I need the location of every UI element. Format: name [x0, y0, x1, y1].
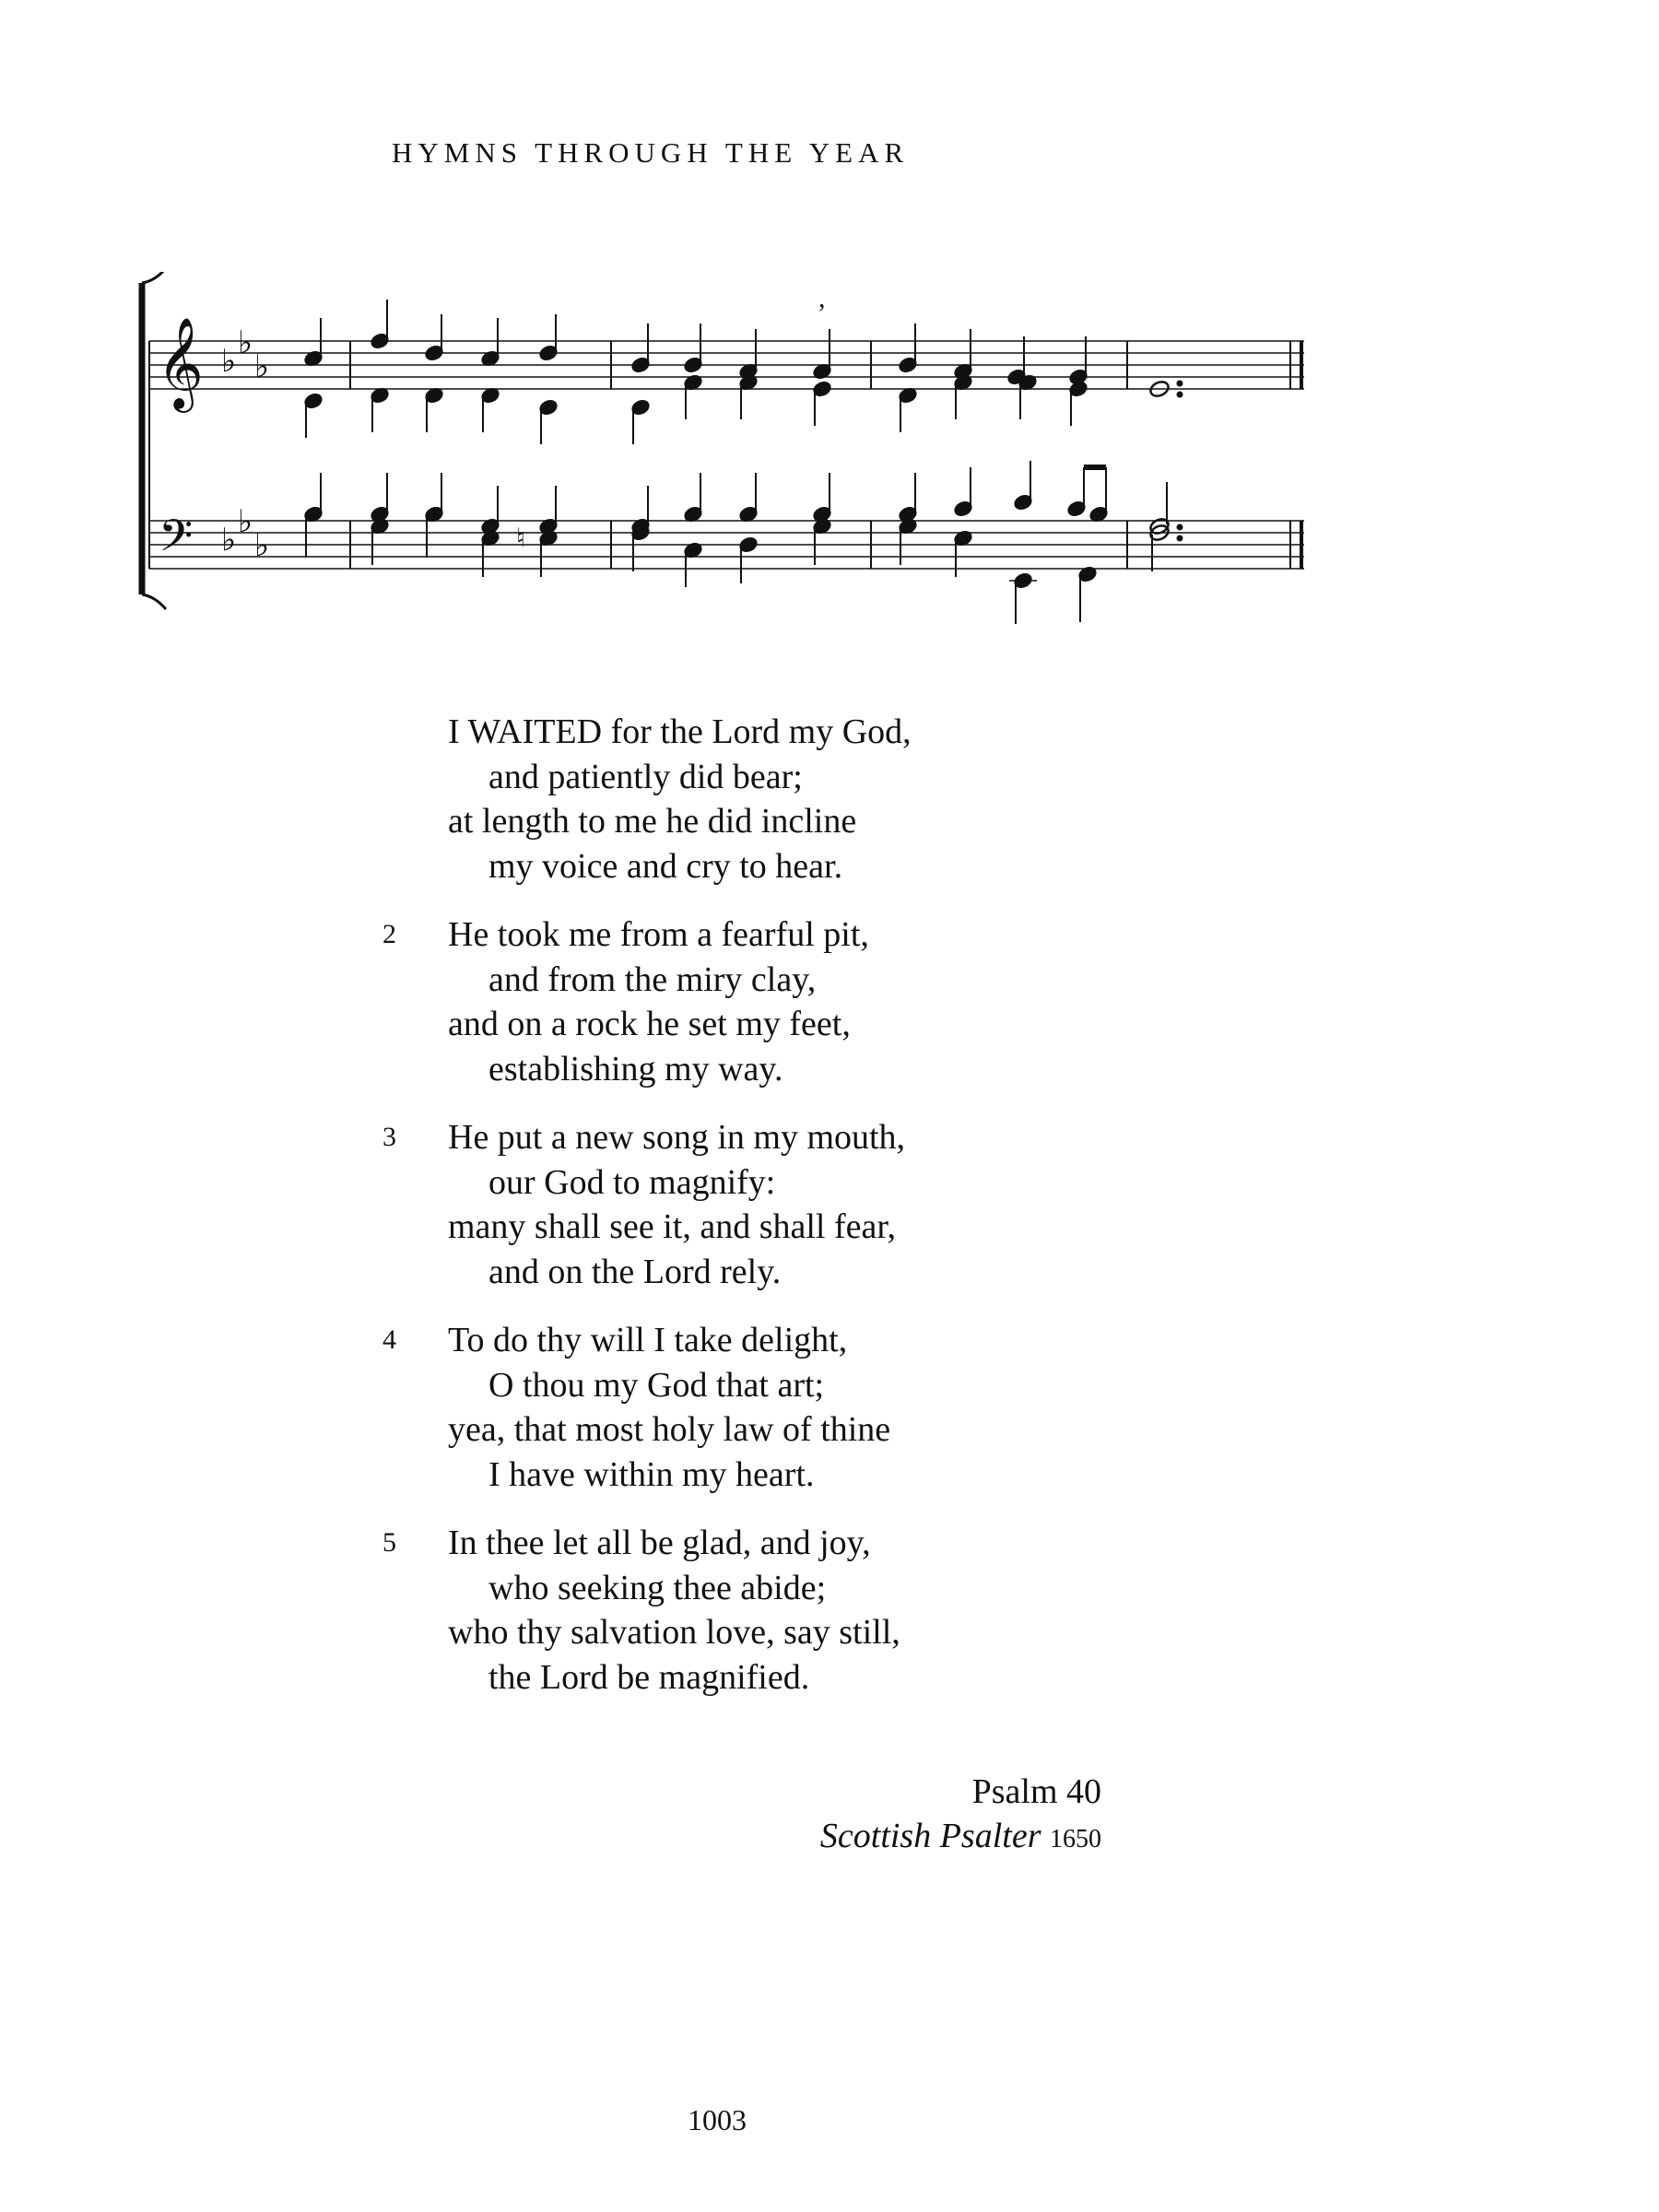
line-text: our God to magnify:	[488, 1162, 776, 1202]
stanza-line	[378, 755, 1207, 800]
stanza-line	[378, 1655, 1207, 1700]
key-signature-bass	[221, 503, 269, 564]
attribution-author: Scottish Psalter	[819, 1817, 1041, 1855]
line-text: and on a rock he set my feet,	[448, 1005, 851, 1043]
attribution-source: Psalm 40	[971, 1772, 1101, 1811]
stanza-line	[378, 1250, 1207, 1295]
stanza-number	[378, 1047, 448, 1092]
stanza-number: 5	[382, 1527, 396, 1558]
svg-text:♭: ♭	[238, 503, 253, 540]
line-text: He took me from a fearful pit,	[448, 915, 869, 954]
stanza-number	[378, 799, 448, 844]
stanza	[378, 1115, 1207, 1294]
stanza-number	[378, 1363, 448, 1408]
stanza-number: 2	[382, 919, 396, 949]
bass-clef: 𝄢	[159, 510, 194, 572]
breath-mark: ,	[818, 283, 826, 313]
stanza	[378, 1318, 1207, 1497]
stanza-line	[378, 1047, 1207, 1092]
stanza	[378, 1521, 1207, 1700]
line-text: and patiently did bear;	[488, 757, 803, 796]
stanza	[378, 912, 1207, 1091]
line-text: He put a new song in my mouth,	[448, 1118, 906, 1157]
stanza-line	[378, 1205, 1207, 1250]
svg-text:♭: ♭	[221, 522, 237, 559]
stanza-number	[378, 755, 448, 800]
stanza-number	[378, 1002, 448, 1047]
stanza-line	[378, 844, 1207, 889]
stanza-line	[378, 1521, 1207, 1566]
attribution-year: 1650	[1050, 1825, 1101, 1853]
line-text: who seeking thee abide;	[488, 1568, 827, 1607]
line-text: and from the miry clay,	[488, 959, 817, 999]
music-score	[129, 272, 1327, 641]
stanza-line	[378, 1115, 1207, 1160]
line-text: who thy salvation love, say still,	[448, 1613, 900, 1652]
stanza	[378, 710, 1207, 888]
bass-staff	[149, 521, 1304, 569]
line-text: I have within my heart.	[488, 1454, 815, 1494]
running-head: HYMNS THROUGH THE YEAR	[392, 136, 910, 169]
line-text: establishing my way.	[488, 1049, 783, 1088]
bass-notes	[303, 461, 1182, 624]
stanza-number	[378, 958, 448, 1003]
stanza-line	[378, 1407, 1207, 1453]
line-text: To do thy will I take delight,	[448, 1321, 848, 1359]
treble-notes	[303, 283, 1182, 444]
stanza-line	[378, 912, 1207, 958]
stanza-number	[378, 1250, 448, 1295]
stanza-number	[378, 1407, 448, 1453]
svg-text:♭: ♭	[238, 324, 253, 361]
stanza-line	[378, 1160, 1207, 1206]
stanza-line	[378, 1610, 1207, 1655]
stanza-line	[378, 1002, 1207, 1047]
stanza-number	[378, 1160, 448, 1206]
stanza-line	[378, 1453, 1207, 1498]
stanza-number	[378, 1610, 448, 1655]
line-text: at length to me he did incline	[448, 802, 857, 841]
stanza-number	[378, 1205, 448, 1250]
stanza-line	[378, 1318, 1207, 1363]
stanza-number: 4	[382, 1324, 396, 1355]
barlines	[149, 341, 1301, 569]
stanza-line	[378, 1363, 1207, 1408]
attribution	[820, 1770, 1101, 1862]
hymn-text	[378, 710, 1207, 1724]
stanza-number	[378, 710, 448, 755]
stanza-number	[378, 844, 448, 889]
svg-text:♭: ♭	[254, 527, 270, 564]
stanza-number	[378, 1453, 448, 1498]
svg-text:♭: ♭	[254, 348, 270, 385]
svg-text:♭: ♭	[221, 343, 237, 380]
line-text: many shall see it, and shall fear,	[448, 1207, 896, 1246]
line-text: I WAITED for the Lord my God,	[448, 712, 912, 751]
stanza-line	[378, 710, 1207, 755]
stanza-line	[378, 958, 1207, 1003]
stanza-line	[378, 1566, 1207, 1611]
natural-sign: ♮	[516, 523, 526, 553]
line-text: the Lord be magnified.	[488, 1657, 810, 1697]
attribution-author-line	[820, 1814, 1101, 1862]
line-text: my voice and cry to hear.	[488, 846, 843, 886]
stanza-number	[378, 1655, 448, 1700]
stanza-line	[378, 799, 1207, 844]
page-number: 1003	[688, 2103, 747, 2136]
treble-staff	[149, 341, 1304, 389]
line-text: and on the Lord rely.	[488, 1252, 782, 1291]
line-text: O thou my God that art;	[488, 1365, 825, 1405]
key-signature-treble	[221, 324, 269, 385]
stanza-number: 3	[382, 1122, 396, 1152]
line-text: In thee let all be glad, and joy,	[448, 1524, 871, 1562]
stanza-number	[378, 1566, 448, 1611]
line-text: yea, that most holy law of thine	[448, 1410, 891, 1449]
treble-clef: 𝄞	[157, 317, 204, 409]
